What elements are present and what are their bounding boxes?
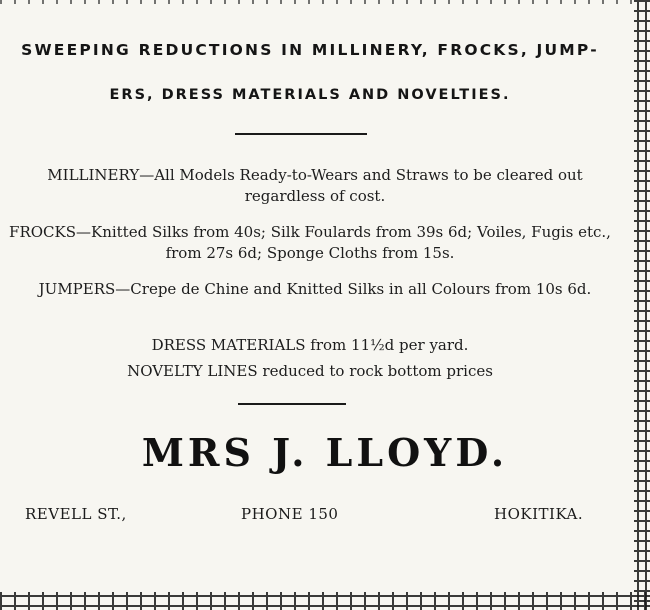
top-border xyxy=(0,0,634,4)
address-street: REVELL ST., xyxy=(25,505,127,523)
headline-line-2: ERS, DRESS MATERIALS AND NOVELTIES. xyxy=(109,87,511,103)
frocks-paragraph: FROCKS—Knitted Silks from 40s; Silk Foulards from 39s 6d; Voiles, Fugis etc., from 27s 6d; Sponge Cloths from 15s. xyxy=(9,223,611,262)
bottom-ornamental-border xyxy=(0,592,650,610)
dress-materials-line: DRESS MATERIALS from 11½d per yard. xyxy=(151,336,469,354)
millinery-paragraph: MILLINERY—All Models Ready-to-Wears and Straws to be cleared out regardless of cost. xyxy=(47,166,583,205)
right-ornamental-border xyxy=(634,0,650,610)
headline-line-1: SWEEPING REDUCTIONS IN MILLINERY, FROCKS, JUMP- xyxy=(21,41,599,59)
novelty-lines-line: NOVELTY LINES reduced to rock bottom prices xyxy=(127,362,493,380)
jumpers-paragraph: JUMPERS—Crepe de Chine and Knitted Silks in all Colours from 10s 6d. xyxy=(38,280,592,298)
merchant-name: MRS J. LLOYD. xyxy=(141,430,509,475)
town-name: HOKITIKA. xyxy=(494,505,584,523)
divider-rule-2 xyxy=(238,403,346,405)
phone-number: PHONE 150 xyxy=(241,505,339,523)
divider-rule xyxy=(235,133,367,135)
